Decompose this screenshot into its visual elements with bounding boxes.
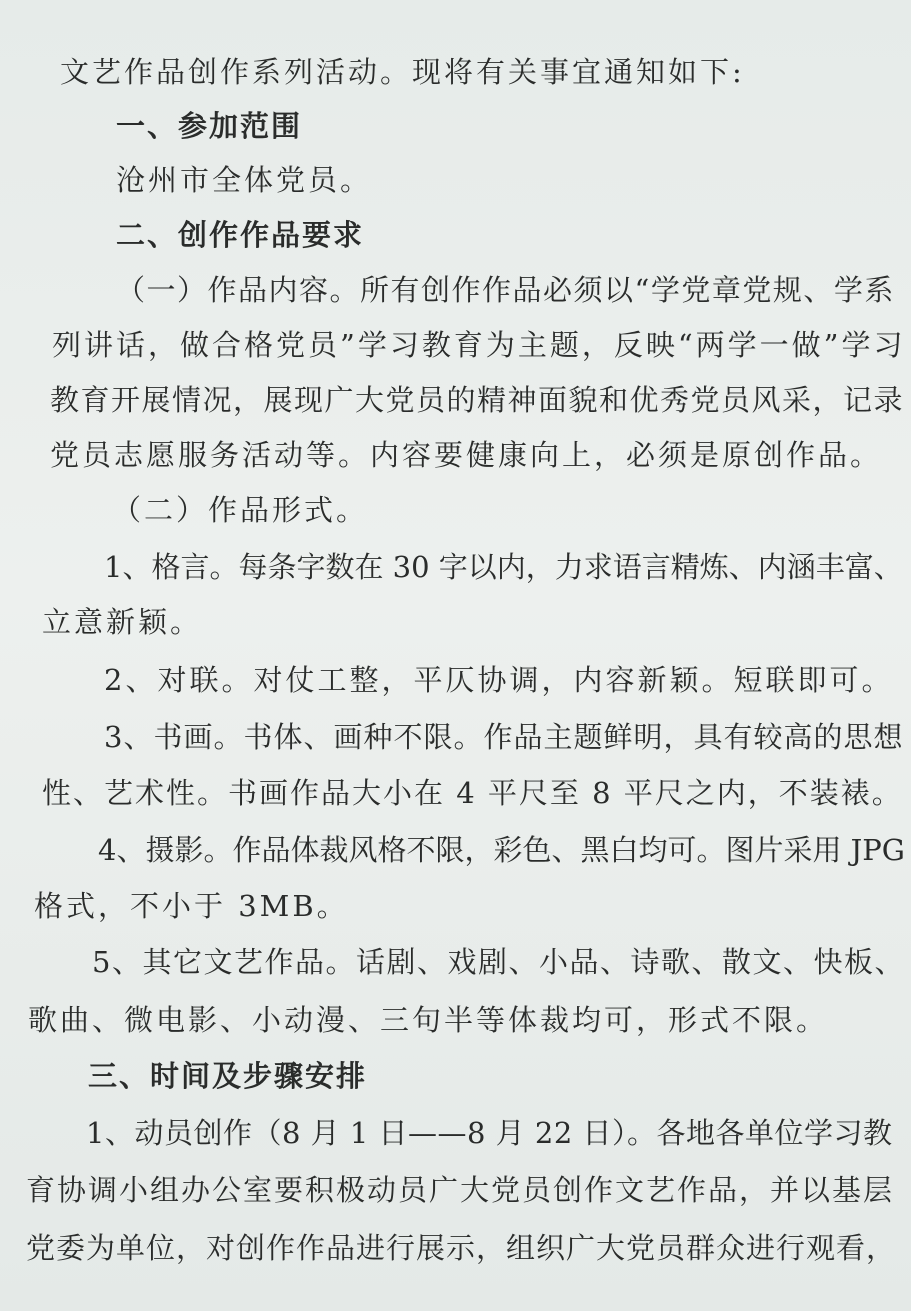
- paragraph-line: 4、摄影。作品体裁风格不限，彩色、黑白均可。图片采用 JPG: [98, 833, 905, 867]
- paragraph-line: 5、其它文艺作品。话剧、戏剧、小品、诗歌、散文、快板、: [92, 945, 905, 979]
- section-heading-scope: 一、参加范围: [116, 109, 303, 143]
- scope-text: 沧州市全体党员。: [116, 163, 373, 197]
- paragraph-line: 列讲话，做合格党员”学习教育为主题，反映“两学一做”学习: [52, 328, 906, 362]
- section-heading-schedule: 三、时间及步骤安排: [88, 1059, 368, 1093]
- intro-line: 文艺作品创作系列活动。现将有关事宜通知如下:: [60, 55, 745, 89]
- paragraph-line: 立意新颖。: [42, 605, 203, 639]
- paragraph-line: 歌曲、微电影、小动漫、三句半等体裁均可，形式不限。: [28, 1003, 829, 1037]
- paragraph-line: 格式，不小于 3MB。: [34, 889, 349, 923]
- paragraph-line: 党委为单位，对创作作品进行展示，组织广大党员群众进行观看，: [26, 1231, 897, 1265]
- paragraph-line: 1、格言。每条字数在 30 字以内，力求语言精炼、内涵丰富、: [104, 550, 903, 584]
- paragraph-line: 党员志愿服务活动等。内容要健康向上，必须是原创作品。: [50, 438, 883, 472]
- paragraph-line: 育协调小组办公室要积极动员广大党员创作文艺作品，并以基层: [26, 1173, 895, 1207]
- subsection-heading-forms: （二）作品形式。: [112, 493, 369, 527]
- paragraph-line: 教育开展情况，展现广大党员的精神面貌和优秀党员风采，记录: [50, 383, 905, 417]
- paragraph-line: （一）作品内容。所有创作作品必须以“学党章党规、学系: [116, 273, 895, 307]
- paragraph-line: 性、艺术性。书画作品大小在 4 平尺至 8 平尺之内，不装裱。: [42, 776, 903, 810]
- paragraph-line: 2、对联。对仗工整，平仄协调，内容新颖。短联即可。: [104, 663, 894, 697]
- paragraph-line: 3、书画。书体、画种不限。作品主题鲜明，具有较高的思想: [104, 720, 904, 754]
- paragraph-line: 1、动员创作（8 月 1 日——8 月 22 日）。各地各单位学习教: [86, 1116, 893, 1150]
- section-heading-requirements: 二、创作作品要求: [116, 218, 365, 252]
